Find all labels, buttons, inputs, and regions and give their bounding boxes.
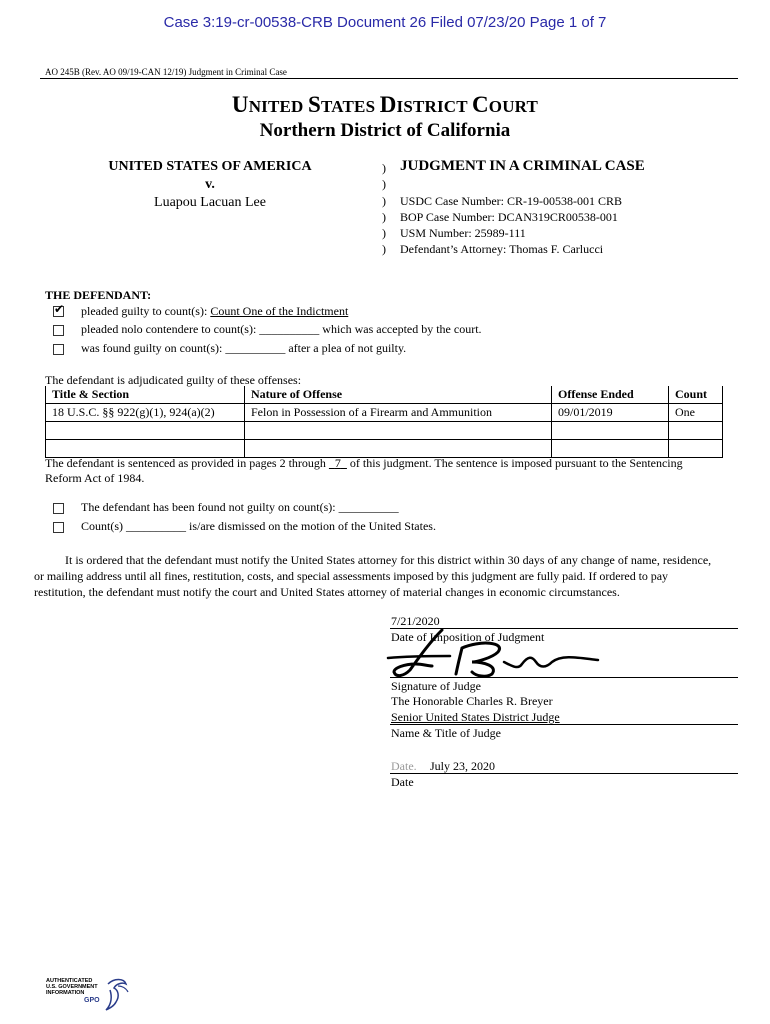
imposition-date: 7/21/2020 — [391, 614, 440, 628]
order-paragraph-line: restitution, the defendant must notify the court and United States attorney of material changes in economic circumstances. — [34, 585, 620, 599]
title-section-cell — [46, 422, 245, 440]
court-title: UNITED STATES DISTRICT COURT — [231, 92, 539, 117]
plea-guilty-checkbox[interactable] — [53, 302, 65, 317]
signature-rule — [390, 677, 738, 678]
title-section-cell: 18 U.S.C. §§ 922(g)(1), 924(a)(2) — [46, 404, 245, 422]
count-cell — [669, 422, 723, 440]
nature-cell — [245, 422, 552, 440]
sentence-statement-cont: Reform Act of 1984. — [45, 471, 145, 485]
imposition-date-label: Date of Imposition of Judgment — [391, 630, 545, 644]
signature-rule — [390, 773, 738, 774]
date-field-label: Date. — [391, 759, 417, 773]
defendant-section-heading: THE DEFENDANT: — [45, 288, 152, 302]
plea-nolo-checkbox[interactable] — [53, 325, 64, 336]
signature-label: Signature of Judge — [391, 679, 481, 693]
name-title-label: Name & Title of Judge — [391, 726, 501, 740]
usm-number: USM Number: 25989-111 — [400, 226, 526, 240]
form-identifier: AO 245B (Rev. AO 09/19-CAN 12/19) Judgment in Criminal Case — [45, 67, 287, 77]
order-paragraph-line: or mailing address until all fines, restitution, costs, and special assessments imposed by this judgment are fully paid. If ordered to pay — [34, 569, 668, 583]
not-guilty-label: The defendant has been found not guilty on count(s): __________ — [81, 500, 399, 514]
nature-cell: Felon in Possession of a Firearm and Ammunition — [245, 404, 552, 422]
defendant-name: Luapou Lacuan Lee — [154, 195, 266, 210]
plea-guilty-counts: Count One of the Indictment — [210, 304, 349, 318]
signature-rule — [390, 724, 738, 725]
caption-paren: ) — [382, 242, 386, 256]
judge-name: The Honorable Charles R. Breyer — [391, 694, 553, 708]
plea-nolo-label: pleaded nolo contendere to count(s): __________ which was accepted by the court. — [81, 322, 482, 336]
date-label: Date — [391, 775, 414, 789]
caption-paren: ) — [382, 226, 386, 240]
offenses-table — [45, 386, 723, 458]
case-header: Case 3:19-cr-00538-CRB Document 26 Filed 07/23/20 Page 1 of 7 — [163, 14, 607, 31]
sentence-statement: The defendant is sentenced as provided in pages 2 through 7 of this judgment. The sentence is imposed pursuant to the Sentencing — [45, 456, 683, 470]
dismissed-label: Count(s) __________ is/are dismissed on the motion of the United States. — [81, 519, 436, 533]
caption-paren: ) — [382, 194, 386, 208]
district-name: Northern District of California — [259, 120, 511, 141]
judge-signature — [380, 618, 610, 686]
offense-ended-cell — [552, 422, 669, 440]
check-icon: ✔ — [54, 302, 65, 316]
bop-case-number: BOP Case Number: DCAN319CR00538-001 — [400, 210, 618, 224]
table-row — [46, 422, 723, 440]
found-guilty-checkbox[interactable] — [53, 344, 64, 355]
usdc-case-number: USDC Case Number: CR-19-00538-001 CRB — [400, 194, 622, 208]
column-header: Title & Section — [46, 386, 245, 404]
column-header: Offense Ended — [552, 386, 669, 404]
plea-guilty-label: pleaded guilty to count(s): Count One of the Indictment — [81, 304, 349, 318]
plaintiff-name: UNITED STATES OF AMERICA — [108, 159, 312, 174]
order-paragraph-line: It is ordered that the defendant must notify the United States attorney for this district within 30 days of any change of name, residence, — [65, 553, 712, 567]
judge-title: Senior United States District Judge — [391, 710, 560, 724]
offense-ended-cell: 09/01/2019 — [552, 404, 669, 422]
signed-date: July 23, 2020 — [430, 759, 496, 773]
column-header: Count — [669, 386, 723, 404]
caption-paren: ) — [382, 161, 386, 175]
header-divider — [40, 78, 738, 79]
defense-attorney: Defendant’s Attorney: Thomas F. Carlucci — [400, 242, 604, 256]
found-guilty-label: was found guilty on count(s): __________ after a plea of not guilty. — [81, 341, 407, 355]
gpo-authentication-seal: AUTHENTICATED U.S. GOVERNMENT INFORMATION GPO — [46, 976, 136, 1016]
judgment-title: JUDGMENT IN A CRIMINAL CASE — [400, 158, 645, 174]
count-cell: One — [669, 404, 723, 422]
table-row — [46, 404, 723, 422]
column-header: Nature of Offense — [245, 386, 552, 404]
offenses-header-row — [46, 386, 723, 404]
page-count: 7 — [334, 456, 341, 470]
offenses-intro: The defendant is adjudicated guilty of these offenses: — [45, 373, 302, 387]
caption-paren: ) — [382, 210, 386, 224]
versus-label: v. — [205, 177, 215, 192]
eagle-icon — [104, 976, 130, 1012]
dismissed-checkbox[interactable] — [53, 522, 64, 533]
caption-paren: ) — [382, 177, 386, 191]
not-guilty-checkbox[interactable] — [53, 503, 64, 514]
